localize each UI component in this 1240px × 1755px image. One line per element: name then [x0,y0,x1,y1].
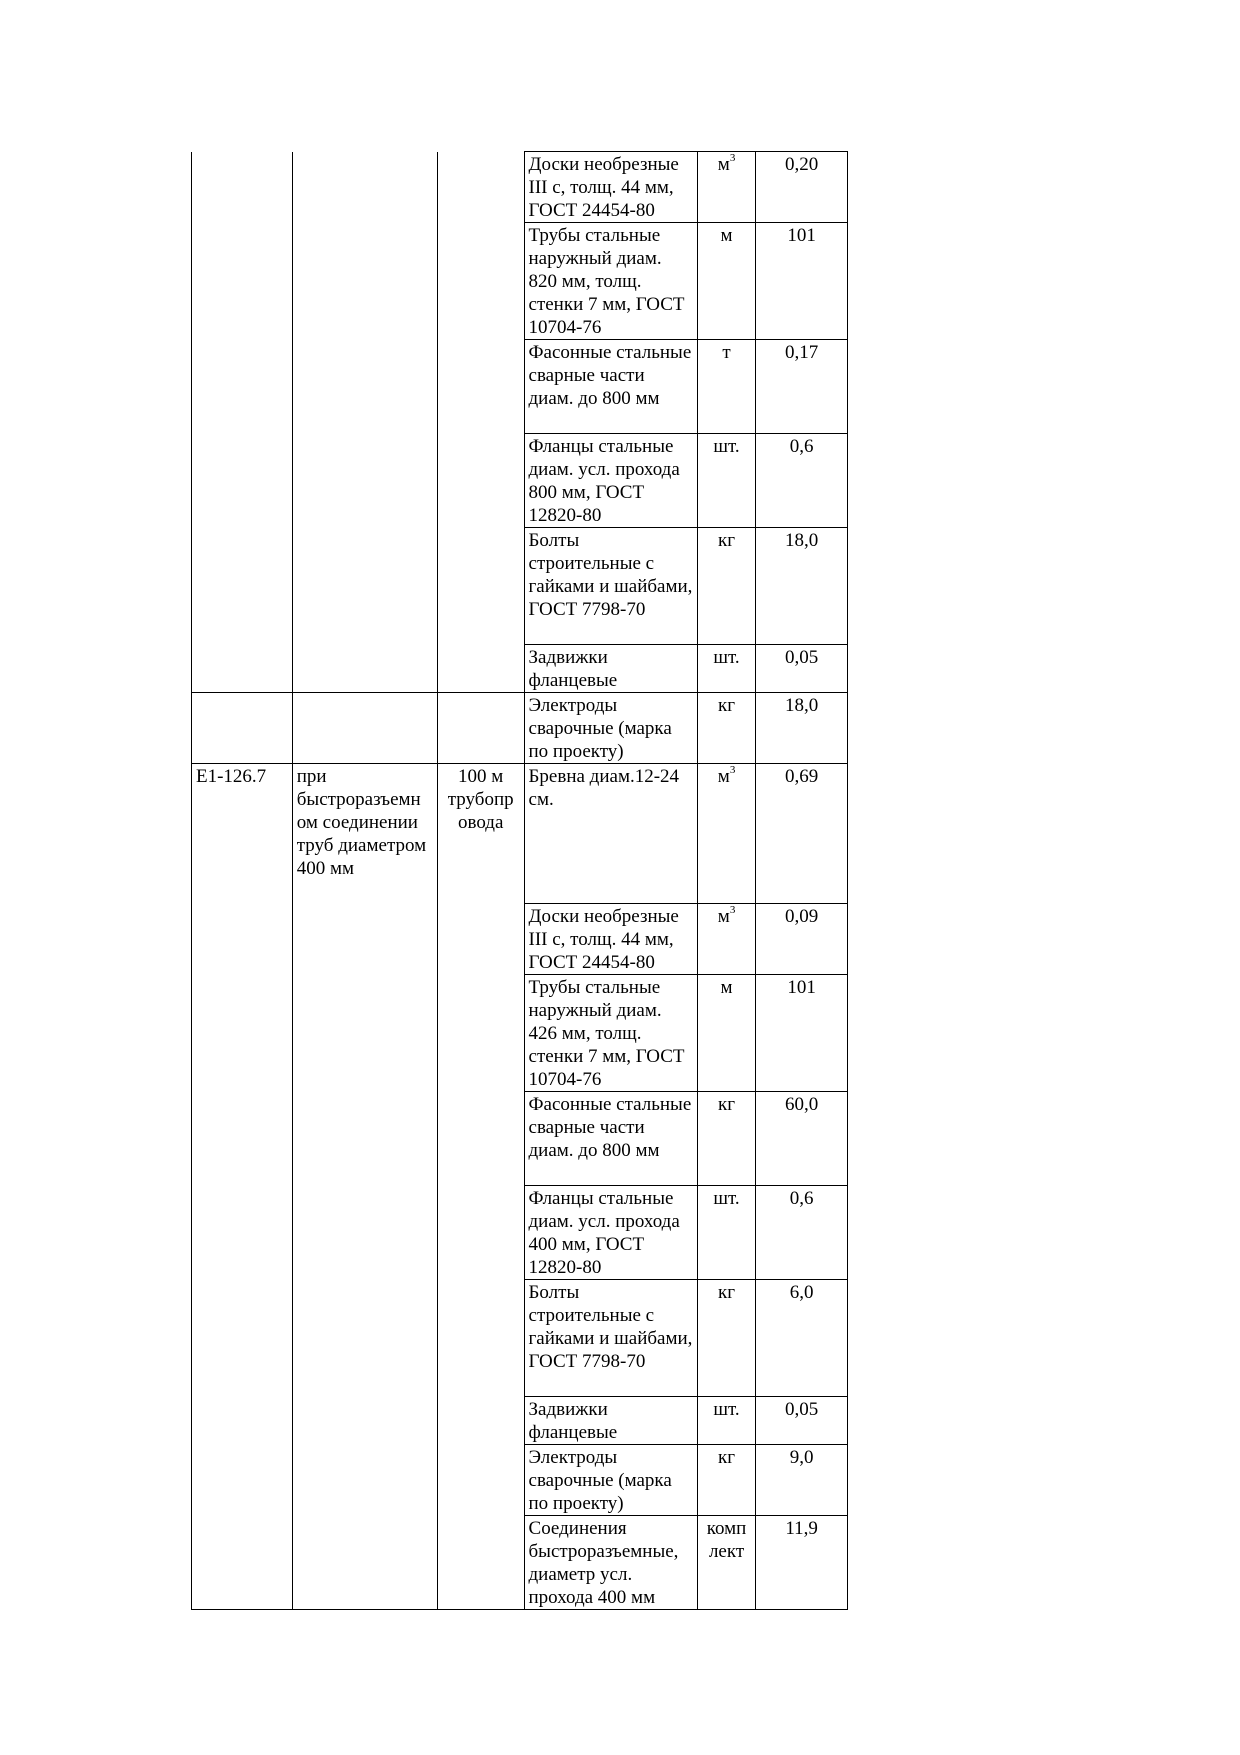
table-row [192,693,848,764]
table-row [192,764,848,904]
description-cell [292,152,437,223]
unit-cell: комп лект [697,1516,755,1610]
material-cell: Болты строительные с гайками и шайбами, ГОСТ 7798-70 [524,528,697,645]
unit-cell: $м^3$ [697,904,755,975]
material-cell: Фланцы стальные диам. усл. прохода 800 мм, ГОСТ 12820-80 [524,434,697,528]
unit-cell: м [697,223,755,340]
table-row [192,1516,848,1610]
code-cell [192,152,293,223]
measure-cell [437,152,524,223]
table-row [192,528,848,645]
material-cell: Трубы стальные наружный диам. 426 мм, толщ. стенки 7 мм, ГОСТ 10704-76 [524,975,697,1092]
unit-cell: шт. [697,434,755,528]
quantity-cell: 11,9 [756,1516,848,1610]
material-cell: Фланцы стальные диам. усл. прохода 400 мм, ГОСТ 12820-80 [524,1186,697,1280]
quantity-cell: 101 [756,223,848,340]
table-row [192,1186,848,1280]
table-row [192,1092,848,1186]
material-cell: Фасонные стальные сварные части диам. до 800 мм [524,1092,697,1186]
quantity-cell: 0,17 [756,340,848,434]
unit-cell: шт. [697,1397,755,1445]
quantity-cell: 6,0 [756,1280,848,1397]
unit-cell: кг [697,1445,755,1516]
material-cell: Задвижки фланцевые [524,645,697,693]
description-cell: при быстроразъемн ом соединении труб диаметром 400 мм [292,764,437,904]
quantity-cell: 60,0 [756,1092,848,1186]
unit-cell: кг [697,1092,755,1186]
material-cell: Соединения быстроразъемные, диаметр усл. прохода 400 мм [524,1516,697,1610]
material-cell: Фасонные стальные сварные части диам. до 800 мм [524,340,697,434]
table-row [192,223,848,340]
table-row [192,152,848,223]
material-cell: Болты строительные с гайками и шайбами, ГОСТ 7798-70 [524,1280,697,1397]
material-cell: Доски необрезные III с, толщ. 44 мм, ГОСТ 24454-80 [524,152,697,223]
table-row [192,1445,848,1516]
quantity-cell: 0,6 [756,1186,848,1280]
table-row [192,904,848,975]
table-row [192,340,848,434]
material-cell: Электроды сварочные (марка по проекту) [524,1445,697,1516]
material-cell: Трубы стальные наружный диам. 820 мм, толщ. стенки 7 мм, ГОСТ 10704-76 [524,223,697,340]
table-row [192,1397,848,1445]
quantity-cell: 18,0 [756,693,848,764]
quantity-cell: 0,69 [756,764,848,904]
quantity-cell: 0,05 [756,645,848,693]
material-cell: Бревна диам.12-24 см. [524,764,697,904]
unit-cell: $м^3$ [697,764,755,904]
material-cell: Доски необрезные III с, толщ. 44 мм, ГОСТ 24454-80 [524,904,697,975]
material-cell: Задвижки фланцевые [524,1397,697,1445]
unit-cell: кг [697,528,755,645]
quantity-cell: 0,20 [756,152,848,223]
quantity-cell: 18,0 [756,528,848,645]
unit-cell: кг [697,693,755,764]
quantity-cell: 9,0 [756,1445,848,1516]
quantity-cell: 101 [756,975,848,1092]
table-row [192,645,848,693]
unit-cell: т [697,340,755,434]
code-cell: Е1-126.7 [192,764,293,904]
table-row [192,1280,848,1397]
quantity-cell: 0,6 [756,434,848,528]
measure-cell: 100 м трубопр овода [437,764,524,904]
table-row [192,975,848,1092]
unit-cell: м [697,975,755,1092]
quantity-cell: 0,09 [756,904,848,975]
quantity-cell: 0,05 [756,1397,848,1445]
table-row [192,434,848,528]
material-cell: Электроды сварочные (марка по проекту) [524,693,697,764]
unit-cell: шт. [697,1186,755,1280]
unit-cell: кг [697,1280,755,1397]
unit-cell: шт. [697,645,755,693]
resource-table [191,151,848,1610]
unit-cell: $м^3$ [697,152,755,223]
